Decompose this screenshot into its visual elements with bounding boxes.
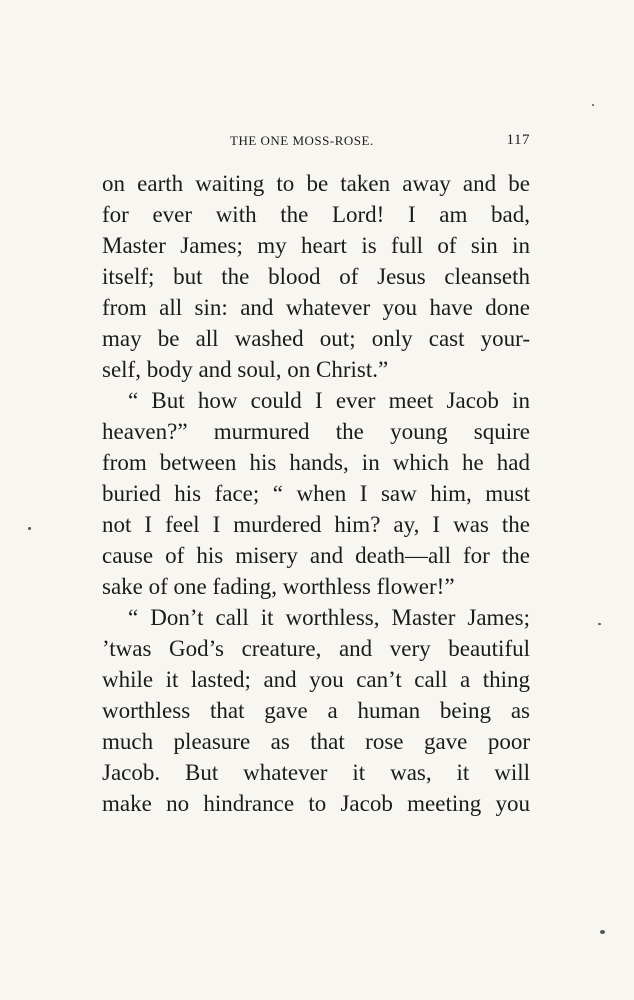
paper-speck [592,104,594,106]
text-line: “ But how could I ever meet Jacob in [128,388,530,413]
text-line: cause of his misery and death—all for the [102,543,530,568]
text-line: itself; but the blood of Jesus cleanseth [102,264,530,289]
text-line: for ever with the Lord! I am bad, [102,202,530,227]
text-line: worthless that gave a human being as [102,698,530,723]
text-line: heaven?” murmured the young squire [102,419,530,444]
body-text [102,168,530,819]
text-line: may be all washed out; only cast your- [102,326,530,351]
text-line: make no hindrance to Jacob meeting you [102,791,530,816]
text-line: not I feel I murdered him? ay, I was the [102,512,530,537]
page-number: 117 [506,132,530,148]
text-line: ’twas God’s creature, and very beautiful [102,636,530,661]
text-line: from between his hands, in which he had [102,450,530,475]
text-line: sake of one fading, worthless flower!” [102,574,455,599]
running-head [102,133,530,153]
paper-speck [600,930,605,934]
text-line: while it lasted; and you can’t call a thing [102,667,530,692]
text-line: buried his face; “ when I saw him, must [102,481,530,506]
paper-speck [598,623,601,625]
text-line: much pleasure as that rose gave poor [102,729,530,754]
text-line: Master James; my heart is full of sin in [102,233,530,258]
running-title: THE ONE MOSS-ROSE. [230,133,374,148]
text-line: “ Don’t call it worthless, Master James; [128,605,530,630]
text-line: self, body and soul, on Christ.” [102,357,389,382]
paper-speck [28,527,31,530]
text-line: on earth waiting to be taken away and be [102,171,530,196]
text-line: Jacob. But whatever it was, it will [102,760,530,785]
text-line: from all sin: and whatever you have done [102,295,530,320]
